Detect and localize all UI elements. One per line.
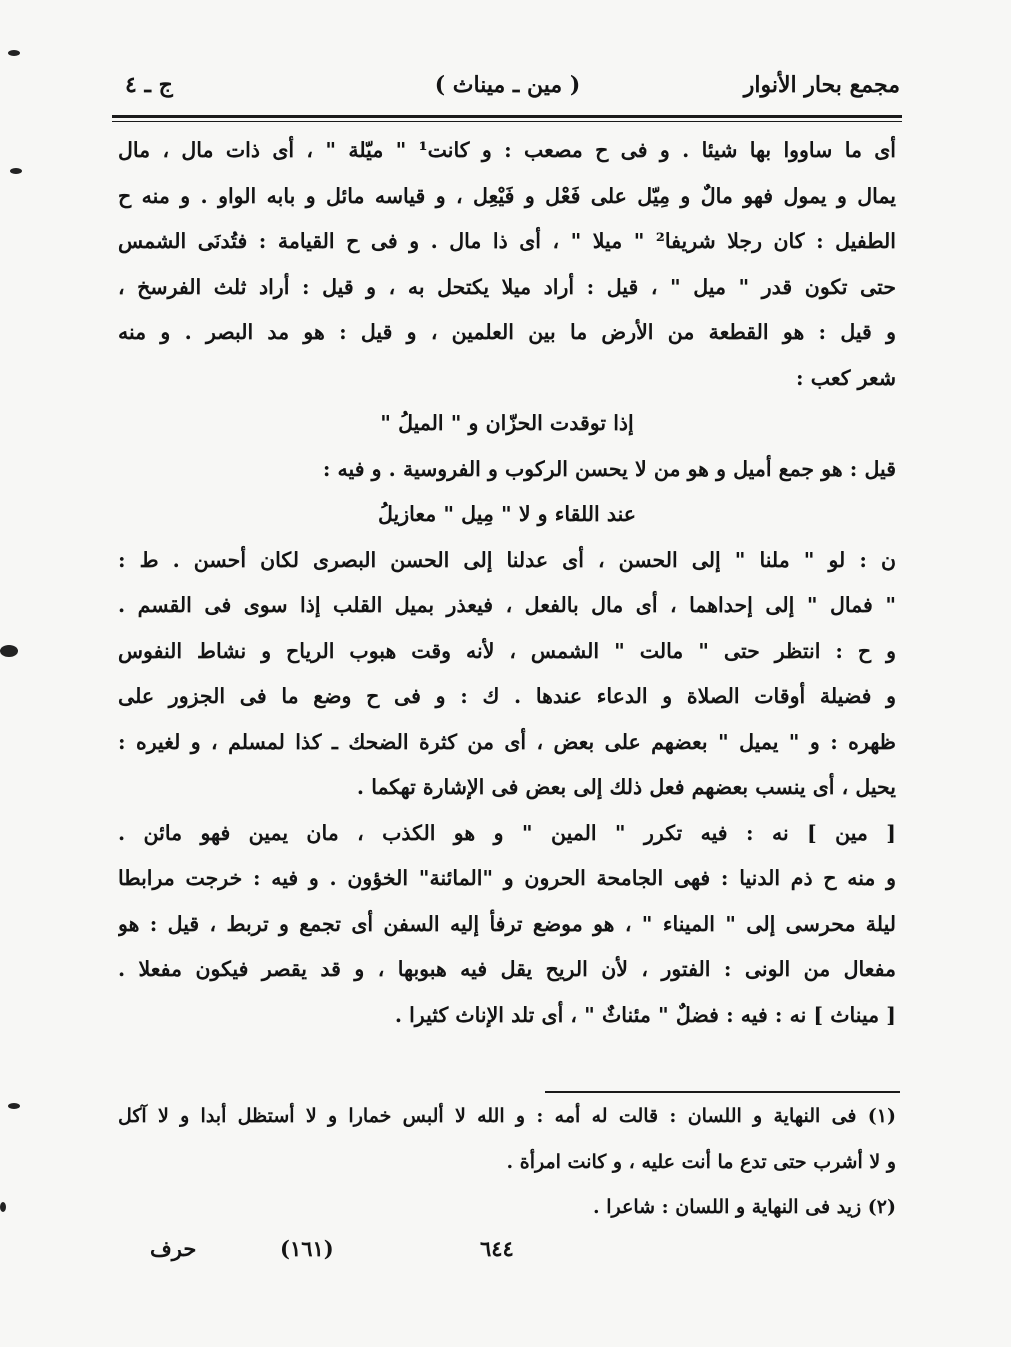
- scan-speck: [0, 1202, 6, 1212]
- book-title: مجمع بحار الأنوار: [743, 72, 900, 98]
- header-rule-thick: [112, 115, 902, 118]
- running-header: [115, 68, 900, 112]
- text-line: حتى تكون قدر " ميل " ، قيل : أراد ميلا يكتحل به ، و قيل : أراد ثلث الفرسخ ،: [118, 274, 896, 299]
- text-line: ظهره : و " يميل " بعضهم على بعض ، أى من كثرة الضحك ـ كذا لمسلم ، و لغيره :: [118, 729, 896, 754]
- catchword: حرف: [150, 1236, 197, 1261]
- footnote-line: (١) فى النهاية و اللسان : قالت له أمه : و الله لا ألبس خمارا و لا أستظل أبدا و لا آكل: [118, 1105, 896, 1127]
- main-text: [118, 128, 896, 1038]
- section-range: ( مين ـ ميناث ): [434, 72, 581, 98]
- text-line: " فمال " إلى إحداهما ، أى مال بالفعل ، فيعذر بميل القلب إذا سوى فى القسم .: [118, 593, 896, 617]
- footnote-line: و لا أشرب حتى تدع ما أنت عليه ، و كانت امرأة .: [506, 1150, 896, 1173]
- footnotes: [118, 1098, 896, 1235]
- text-line: و قيل : هو القطعة من الأرض ما بين العلمين ، و قيل : هو مد البصر . و منه: [118, 320, 896, 344]
- entry-line: [ ميناث ] نه : فيه : فضلٌ " مئناثٌ " ، أى تلد الإناث كثيرا .: [394, 1002, 896, 1027]
- signature-mark: (١٦١): [280, 1236, 334, 1261]
- volume-label: ج ـ ٤: [125, 72, 173, 98]
- footnote-line: (٢) زيد فى النهاية و اللسان : شاعرا .: [593, 1196, 896, 1218]
- header-rule-thin: [112, 121, 902, 122]
- text-line: يحيل ، أى ينسب بعضهم فعل ذلك إلى بعض فى الإشارة تهكما .: [356, 775, 896, 799]
- verse-line: عند اللقاء و لا " مِيل " معازيلُ: [377, 502, 636, 526]
- text-line: مفعال من الونى : الفتور ، لأن الريح يقل فيه هبوبها ، و قد يقصر فيكون مفعلا .: [118, 957, 896, 981]
- text-line: و منه ح ذم الدنيا : فهى الجامحة الحرون و "المائنة" الخؤون . و فيه : خرجت مرابطا: [118, 866, 896, 890]
- text-line: يمال و يمول فهو مالٌ و مِيّل على فَعْل و فَيْعِل ، و قياسه مائل و بابه الواو . و منه ح: [118, 183, 896, 208]
- scan-speck: [10, 168, 22, 174]
- text-line: ن : لو " ملنا " إلى الحسن ، أى عدلنا إلى الحسن البصرى لكان أحسن . ط :: [118, 547, 896, 572]
- text-line: و ح : انتظر حتى " مالت " الشمس ، لأنه وقت هبوب الرياح و نشاط النفوس: [118, 638, 896, 663]
- scan-speck: [8, 50, 20, 56]
- footnote-rule: [545, 1091, 900, 1093]
- text-line: ليلة محرسى إلى " الميناء " ، هو موضع ترفأ إليه السفن أى تجمع و تربط ، قيل : هو: [118, 911, 896, 936]
- scan-speck: [8, 1103, 20, 1109]
- page-number: ٦٤٤: [480, 1236, 514, 1261]
- text-line: أى ما ساووا بها شيئا . و فى ح مصعب : و كانت¹ " ميّلة " ، أى ذات مال ، مال: [118, 138, 896, 162]
- page-footer: [140, 1236, 740, 1276]
- verse-line: إذا توقدت الحزّان و " الميلُ ": [380, 411, 634, 435]
- text-line: الطفيل : كان رجلا شريفا² " ميلا " ، أى ذا مال . و فى ح القيامة : فتُدنَى الشمس: [118, 229, 896, 253]
- text-line: قيل : هو جمع أميل و هو من لا يحسن الركوب و الفروسية . و فيه :: [322, 456, 896, 481]
- text-line: و فضيلة أوقات الصلاة و الدعاء عندها . ك : و فى ح وضع ما فى الجزور على: [118, 684, 896, 708]
- entry-line: [ مين ] نه : فيه تكرر " المين " و هو الكذب ، مان يمين فهو مائن .: [118, 820, 896, 845]
- scan-speck: [0, 645, 18, 657]
- text-line: شعر كعب :: [796, 365, 896, 390]
